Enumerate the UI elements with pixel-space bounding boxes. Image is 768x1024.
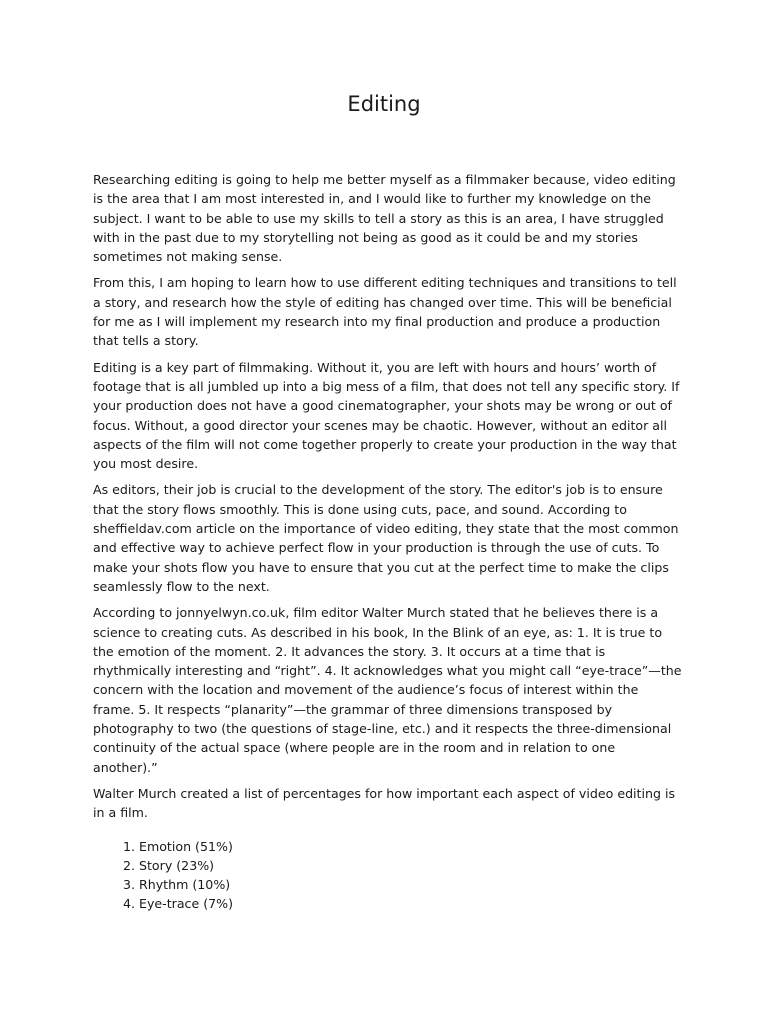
- paragraph-percentages-intro: Walter Murch created a list of percentages for how important each aspect of video editing is in a film.: [93, 785, 676, 821]
- paragraph-importance: Editing is a key part of filmmaking. Without it, you are left with hours and hours’ worth of footage that is all jumbled up into a big mess of a film, that does not tell any specific story. If your production does not have a good cinematographer, your shots may be wrong or out of focus. Without, a good director your scenes may be chaotic. However, without an editor all aspects of the film will not come together properly to create your production in the way that you most desire.: [93, 359, 680, 472]
- page-title: Editing: [347, 92, 421, 116]
- list-item: 3. Rhythm (10%): [139, 875, 683, 894]
- paragraph-intro: Researching editing is going to help me better myself as a filmmaker because, video editing is the area that I am most interested in, and I would like to further my knowledge on the subject. I want to be able to use my skills to tell a story as this is an area, I have struggled with in the past due to my storytelling not being as good as it could be and my stories sometimes not making sense.: [93, 172, 676, 265]
- paragraph-editors-role: As editors, their job is crucial to the development of the story. The editor's job is to ensure that the story flows smoothly. This is done using cuts, pace, and sound. According to sheffieldav.com article on the importance of video editing, they state that the most common and effective way to achieve perfect flow in your production is through the use of cuts. To make your shots flow you have to ensure that you cut at the perfect time to make the clips seamlessly flow to the next.: [93, 482, 679, 594]
- paragraph-aims: From this, I am hoping to learn how to use different editing techniques and transitions to tell a story, and research how the style of editing has changed over time. This will be beneficial for me as I will implement my research into my final production and produce a production that tells a story.: [93, 275, 677, 349]
- list-item: 4. Eye-trace (7%): [139, 894, 683, 913]
- list-item: 1. Emotion (51%): [139, 837, 683, 856]
- list-item: 2. Story (23%): [139, 856, 683, 875]
- paragraph-murch-cuts: According to jonnyelwyn.co.uk, film editor Walter Murch stated that he believes there is a science to creating cuts. As described in his book, In the Blink of an eye, as: 1. It is true to the emotion of the moment. 2. It advances the story. 3. It occurs at a time that is rhythmically interesting and “right”. 4. It acknowledges what you might call “eye-trace”—the concern with the location and movement of the audience’s focus of interest within the frame. 5. It respects “planarity”—the grammar of three dimensions transposed by photography to two (the questions of stage-line, etc.) and it respects the three-dimensional continuity of the actual space (where people are in the room and in relation to one another).”: [93, 605, 682, 775]
- percentage-list: [93, 837, 683, 914]
- document-body: [93, 170, 683, 914]
